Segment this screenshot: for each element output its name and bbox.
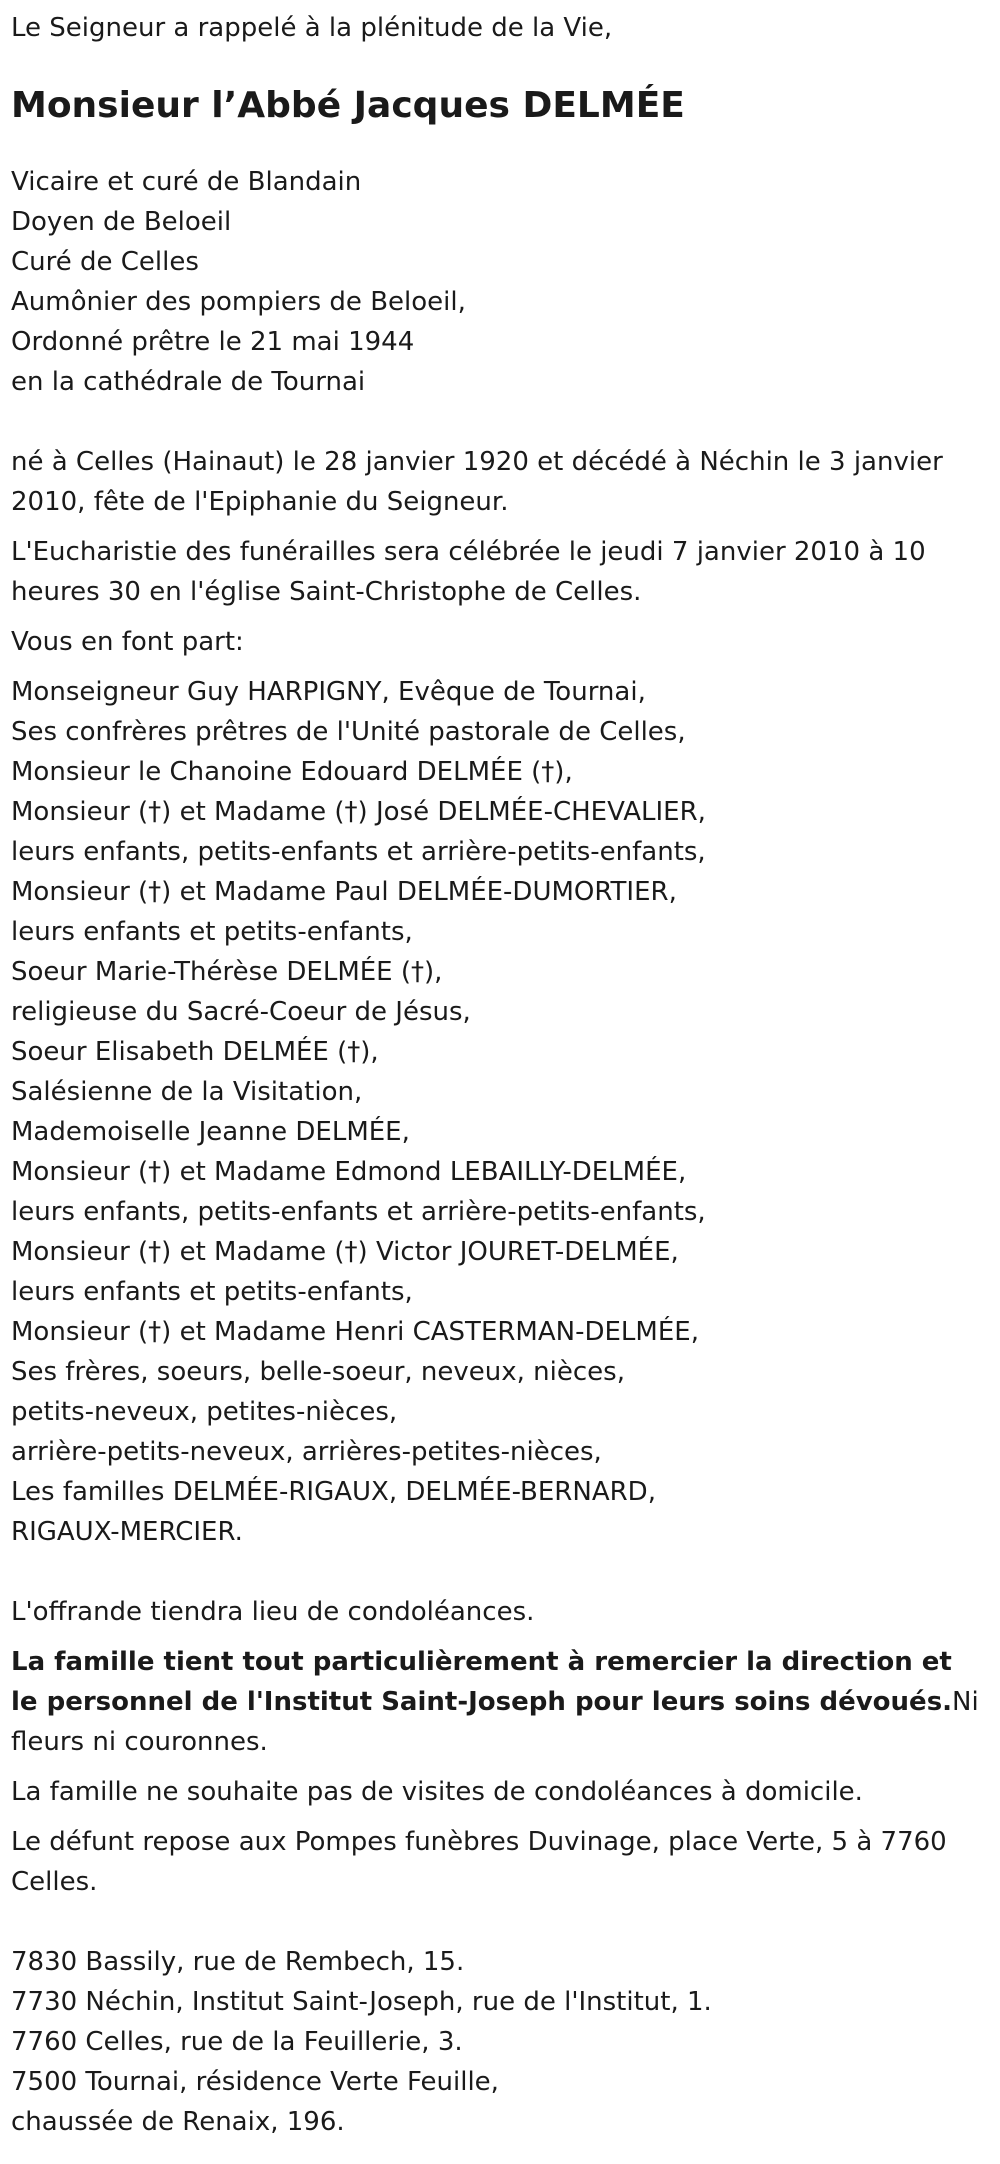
- family-line: Monsieur (†) et Madame Paul DELMÉE-DUMORTIER,: [11, 877, 677, 907]
- thanks-rest-text: Ni fleurs ni couronnes.: [11, 1687, 979, 1757]
- family-line: Monsieur (†) et Madame Edmond LEBAILLY-DELMÉE,: [11, 1157, 687, 1187]
- titles-list: [11, 162, 989, 402]
- title-line: Aumônier des pompiers de Beloeil,: [11, 287, 466, 317]
- family-line: Monseigneur Guy HARPIGNY, Evêque de Tournai,: [11, 677, 646, 707]
- address-list: [11, 1942, 989, 2142]
- family-line: leurs enfants, petits-enfants et arrière-petits-enfants,: [11, 1197, 706, 1227]
- reposes-paragraph: Le défunt repose aux Pompes funèbres Duvinage, place Verte, 5 à 7760 Celles.: [11, 1827, 947, 1897]
- family-line: Mademoiselle Jeanne DELMÉE,: [11, 1117, 410, 1147]
- family-line: Monsieur le Chanoine Edouard DELMÉE (†),: [11, 757, 573, 787]
- title-line: en la cathédrale de Tournai: [11, 367, 366, 397]
- family-line: arrière-petits-neveux, arrières-petites-nièces,: [11, 1437, 602, 1467]
- family-line: leurs enfants et petits-enfants,: [11, 1277, 413, 1307]
- family-line: Soeur Marie-Thérèse DELMÉE (†),: [11, 957, 443, 987]
- no-visits-line: La famille ne souhaite pas de visites de condoléances à domicile.: [11, 1777, 863, 1807]
- title-line: Ordonné prêtre le 21 mai 1944: [11, 327, 415, 357]
- page-title: Monsieur l’Abbé Jacques DELMÉE: [11, 85, 685, 126]
- family-line: petits-neveux, petites-nièces,: [11, 1397, 398, 1427]
- family-line: Monsieur (†) et Madame Henri CASTERMAN-DELMÉE,: [11, 1317, 699, 1347]
- family-line: Ses frères, soeurs, belle-soeur, neveux, nièces,: [11, 1357, 625, 1387]
- family-line: RIGAUX-MERCIER.: [11, 1517, 243, 1547]
- title-line: Vicaire et curé de Blandain: [11, 167, 362, 197]
- thanks-paragraph: [11, 1642, 986, 1762]
- address-line: 7760 Celles, rue de la Feuillerie, 3.: [11, 2027, 463, 2057]
- title-line: Curé de Celles: [11, 247, 199, 277]
- address-line: 7730 Néchin, Institut Saint-Joseph, rue de l'Institut, 1.: [11, 1987, 712, 2017]
- family-line: leurs enfants, petits-enfants et arrière-petits-enfants,: [11, 837, 706, 867]
- offering-line: L'offrande tiendra lieu de condoléances.: [11, 1597, 535, 1627]
- intro-line: Le Seigneur a rappelé à la plénitude de la Vie,: [11, 13, 613, 43]
- address-line: 7830 Bassily, rue de Rembech, 15.: [11, 1947, 465, 1977]
- family-line: Ses confrères prêtres de l'Unité pastorale de Celles,: [11, 717, 686, 747]
- family-list: [11, 672, 989, 1552]
- title-line: Doyen de Beloeil: [11, 207, 232, 237]
- family-line: religieuse du Sacré-Coeur de Jésus,: [11, 997, 471, 1027]
- family-line: Salésienne de la Visitation,: [11, 1077, 363, 1107]
- family-line: Les familles DELMÉE-RIGAUX, DELMÉE-BERNARD,: [11, 1477, 656, 1507]
- birth-paragraph: né à Celles (Hainaut) le 28 janvier 1920 et décédé à Néchin le 3 janvier 2010, fête de l'Epiphanie du Seigneur.: [11, 447, 943, 517]
- thanks-bold-text: La famille tient tout particulièrement à remercier la direction et le personnel de l'Institut Saint-Joseph pour leurs soins dévoués.: [11, 1647, 953, 1717]
- address-line: 7500 Tournai, résidence Verte Feuille,: [11, 2067, 499, 2097]
- family-line: Monsieur (†) et Madame (†) José DELMÉE-CHEVALIER,: [11, 797, 706, 827]
- family-line: leurs enfants et petits-enfants,: [11, 917, 413, 947]
- eucharist-paragraph: L'Eucharistie des funérailles sera célébrée le jeudi 7 janvier 2010 à 10 heures 30 en l'église Saint-Christophe de Celles.: [11, 537, 926, 607]
- family-line: Monsieur (†) et Madame (†) Victor JOURET-DELMÉE,: [11, 1237, 679, 1267]
- family-line: Soeur Elisabeth DELMÉE (†),: [11, 1037, 379, 1067]
- announce-heading: Vous en font part:: [11, 627, 244, 657]
- address-line: chaussée de Renaix, 196.: [11, 2107, 345, 2137]
